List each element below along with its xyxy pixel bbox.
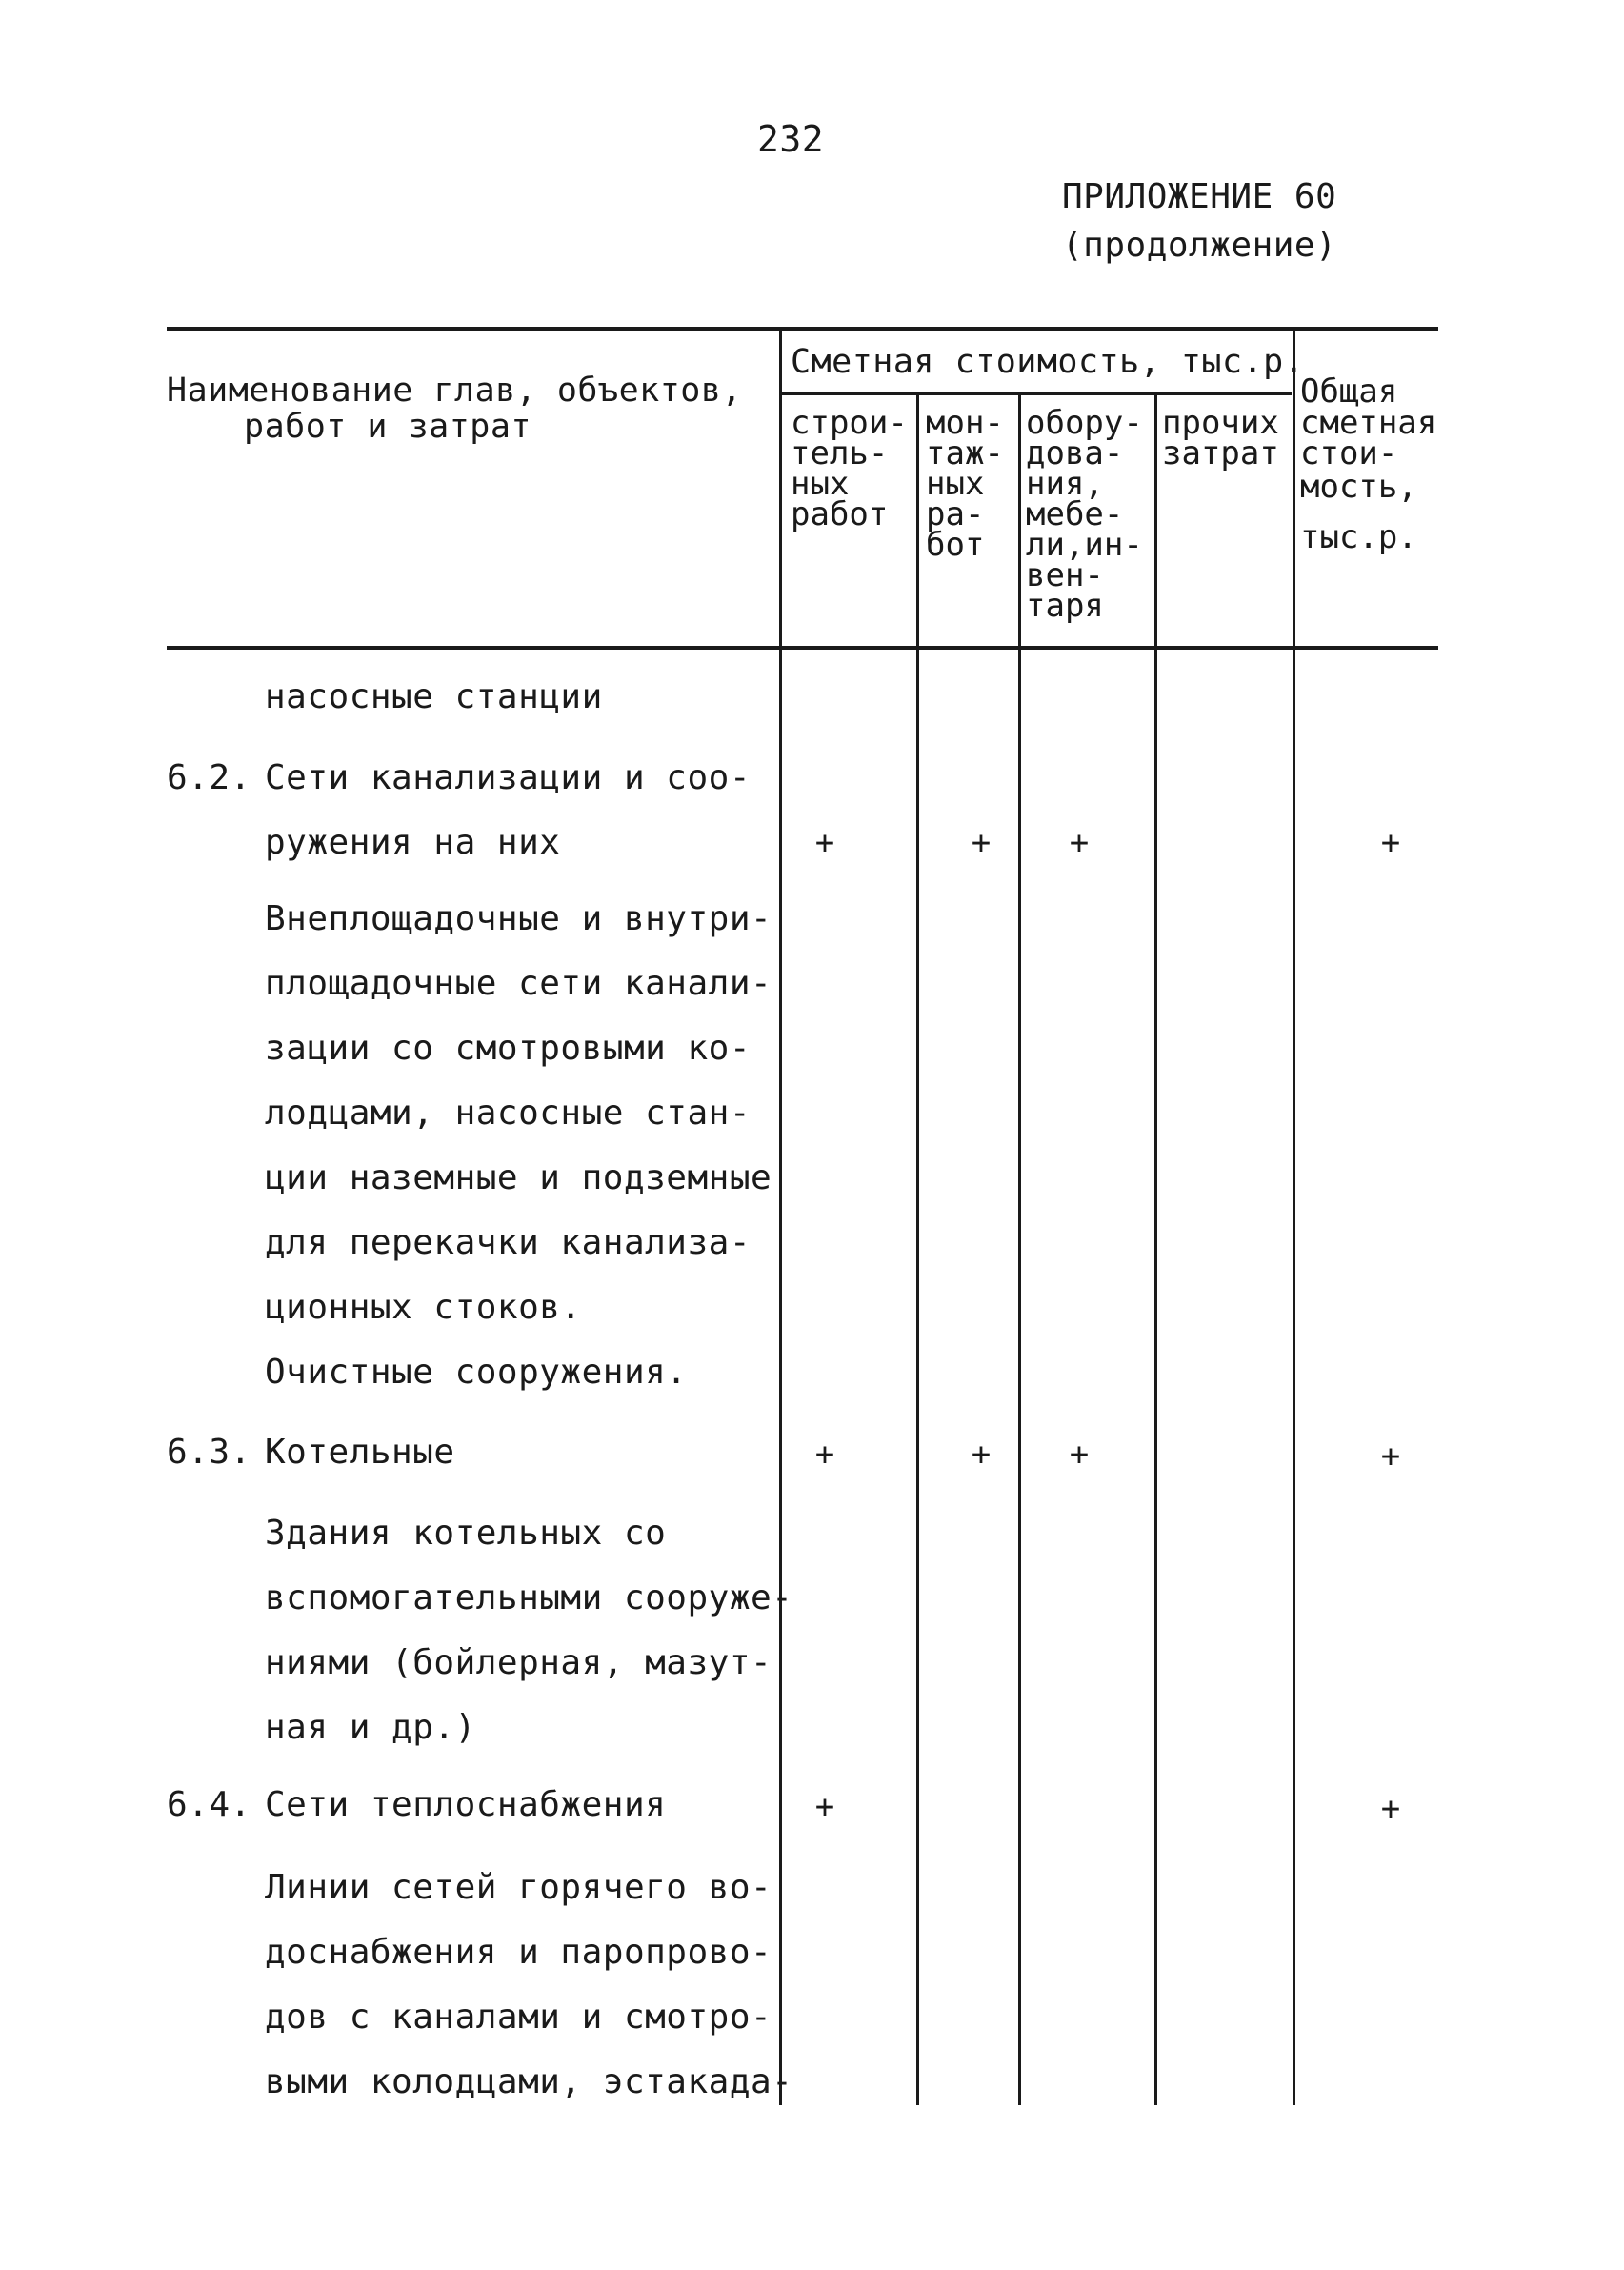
- cell-mark-installation: +: [971, 824, 992, 862]
- row-number: 6.4.: [167, 1785, 251, 1824]
- header-cost-group: Сметная стоимость, тыс.р.: [791, 343, 1305, 381]
- row-title: ружения на них: [265, 823, 561, 862]
- column-divider: [1293, 329, 1295, 2105]
- cell-mark-total: +: [1380, 1437, 1401, 1476]
- appendix-title: ПРИЛОЖЕНИЕ 60: [1062, 177, 1337, 216]
- row-title: Сети канализации и соо-: [265, 758, 751, 797]
- cell-mark-construction: +: [814, 1436, 835, 1474]
- cell-mark-installation: +: [971, 1436, 992, 1474]
- column-divider: [1018, 394, 1021, 2105]
- header-name-line1: Наименование глав, объектов,: [167, 372, 743, 410]
- header-name-line2: работ и затрат: [244, 408, 532, 446]
- document-page: 232 ПРИЛОЖЕНИЕ 60 (продолжение) Наименование глав, объектов, работ и затрат Сметная стоимость, тыс.р. строи- тель- ных работ мон- таж- ных ра- бот обору- дова- ния, мебе- ли,ин- вен- таря прочих затрат Общая сметная стои- мость, тыс.р. насосные станции 6.2. Сети канализации и соо- ружения на них + + + + Внеплощадочные и внутри- площадочные сети канали- зации со смотровыми ко- лодцами, насосные стан- ции наземные и подземные для перекачки канализа- ционных стоков. Очистные сооружения. 6.3. Котельные + + + + Здания котельных со вспомогательными сооруже- ниями (бойлерная, мазут- ная и др.) 6.4. Сети теплоснабжения + + Линии сетей горячего во- доснабжения и паропрово- дов с каналами и смотро- выми колодцами, эстакада-: [0, 0, 1624, 2270]
- row-title: Котельные: [265, 1433, 455, 1472]
- column-divider: [779, 329, 782, 2105]
- column-divider: [1154, 394, 1157, 2105]
- page-number: 232: [757, 118, 825, 160]
- cell-mark-construction: +: [814, 1788, 835, 1826]
- row-continuation-text: насосные станции: [265, 677, 603, 716]
- column-divider: [916, 394, 919, 2105]
- cell-mark-equipment: +: [1069, 824, 1090, 862]
- header-bottom-rule: [167, 646, 1438, 650]
- appendix-continuation: (продолжение): [1062, 226, 1337, 265]
- row-title: Сети теплоснабжения: [265, 1785, 667, 1824]
- cell-mark-construction: +: [814, 824, 835, 862]
- row-number: 6.3.: [167, 1433, 251, 1472]
- cost-group-rule: [781, 392, 1292, 395]
- cell-mark-total: +: [1380, 1790, 1401, 1828]
- table-top-rule: [167, 327, 1438, 331]
- row-number: 6.2.: [167, 758, 251, 797]
- cell-mark-equipment: +: [1069, 1436, 1090, 1474]
- cell-mark-total: +: [1380, 824, 1401, 862]
